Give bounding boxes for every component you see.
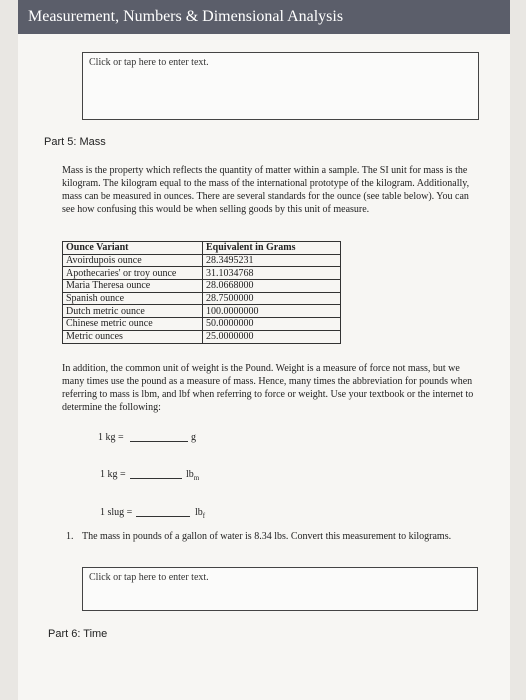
conversion-label: 1 kg = [98, 432, 124, 443]
table-header-row [63, 242, 341, 255]
conversion-unit: g [191, 432, 196, 443]
table-row [63, 254, 341, 267]
unit-text: lb [186, 469, 194, 480]
document-title: Measurement, Numbers & Dimensional Analysis [18, 0, 510, 34]
textbox-placeholder: Click or tap here to enter text. [89, 57, 209, 68]
table-cell: 50.0000000 [203, 318, 341, 331]
table-cell: Maria Theresa ounce [63, 280, 203, 293]
table-cell: Avoirdupois ounce [63, 254, 203, 267]
table-cell: 28.0668000 [203, 280, 341, 293]
table-cell: Dutch metric ounce [63, 305, 203, 318]
conversion-unit [186, 469, 199, 482]
part6-heading: Part 6: Time [48, 628, 108, 640]
table-cell: Chinese metric ounce [63, 318, 203, 331]
table-row [63, 292, 341, 305]
textbox-placeholder: Click or tap here to enter text. [89, 572, 209, 583]
conversion-unit [195, 507, 205, 520]
unit-text: lb [195, 507, 203, 518]
answer-blank[interactable] [130, 432, 188, 442]
table-row [63, 280, 341, 293]
weight-description-paragraph: In addition, the common unit of weight is the Pound. Weight is a measure of force not mass, but we many times use the pound as a measure of mass. Hence, many times the abbreviation for pounds when referring to mass is lbm, and lbf when referring to force or weight. Use your textbook or the internet to determine the following: [62, 363, 474, 413]
conversion-label: 1 slug = [100, 507, 133, 518]
question-text: The mass in pounds of a gallon of water is 8.34 lbs. Convert this measurement to kilograms. [82, 531, 452, 542]
part5-heading: Part 5: Mass [44, 136, 106, 148]
answer-blank[interactable] [136, 507, 190, 517]
table-cell: Spanish ounce [63, 292, 203, 305]
conversion-label: 1 kg = [100, 469, 126, 480]
table-row [63, 330, 341, 343]
table-cell: 25.0000000 [203, 330, 341, 343]
unit-subscript: m [193, 474, 200, 482]
question-number: 1. [66, 531, 74, 542]
table-cell: 28.3495231 [203, 254, 341, 267]
table-row [63, 305, 341, 318]
table-row [63, 318, 341, 331]
table-cell: 28.7500000 [203, 292, 341, 305]
table-row [63, 267, 341, 280]
ounce-variants-table [62, 241, 341, 344]
unit-subscript: f [202, 512, 206, 520]
table-header-cell: Ounce Variant [63, 242, 203, 255]
table-cell: 31.1034768 [203, 267, 341, 280]
table-header-cell: Equivalent in Grams [203, 242, 341, 255]
table-cell: Apothecaries' or troy ounce [63, 267, 203, 280]
mass-description-paragraph: Mass is the property which reflects the quantity of matter within a sample. The SI unit for mass is the kilogram. The kilogram equal to the mass of the international prototype of the kilogram. Additionally, mass can be measured in ounces. There are several standards for the ounce (see table below). You can see how confusing this would be when selling goods by this unit of measure. [62, 165, 470, 215]
answer-textbox-2[interactable] [82, 567, 478, 611]
answer-textbox-1[interactable] [82, 52, 479, 120]
table-cell: Metric ounces [63, 330, 203, 343]
answer-blank[interactable] [130, 469, 182, 479]
table-cell: 100.0000000 [203, 305, 341, 318]
